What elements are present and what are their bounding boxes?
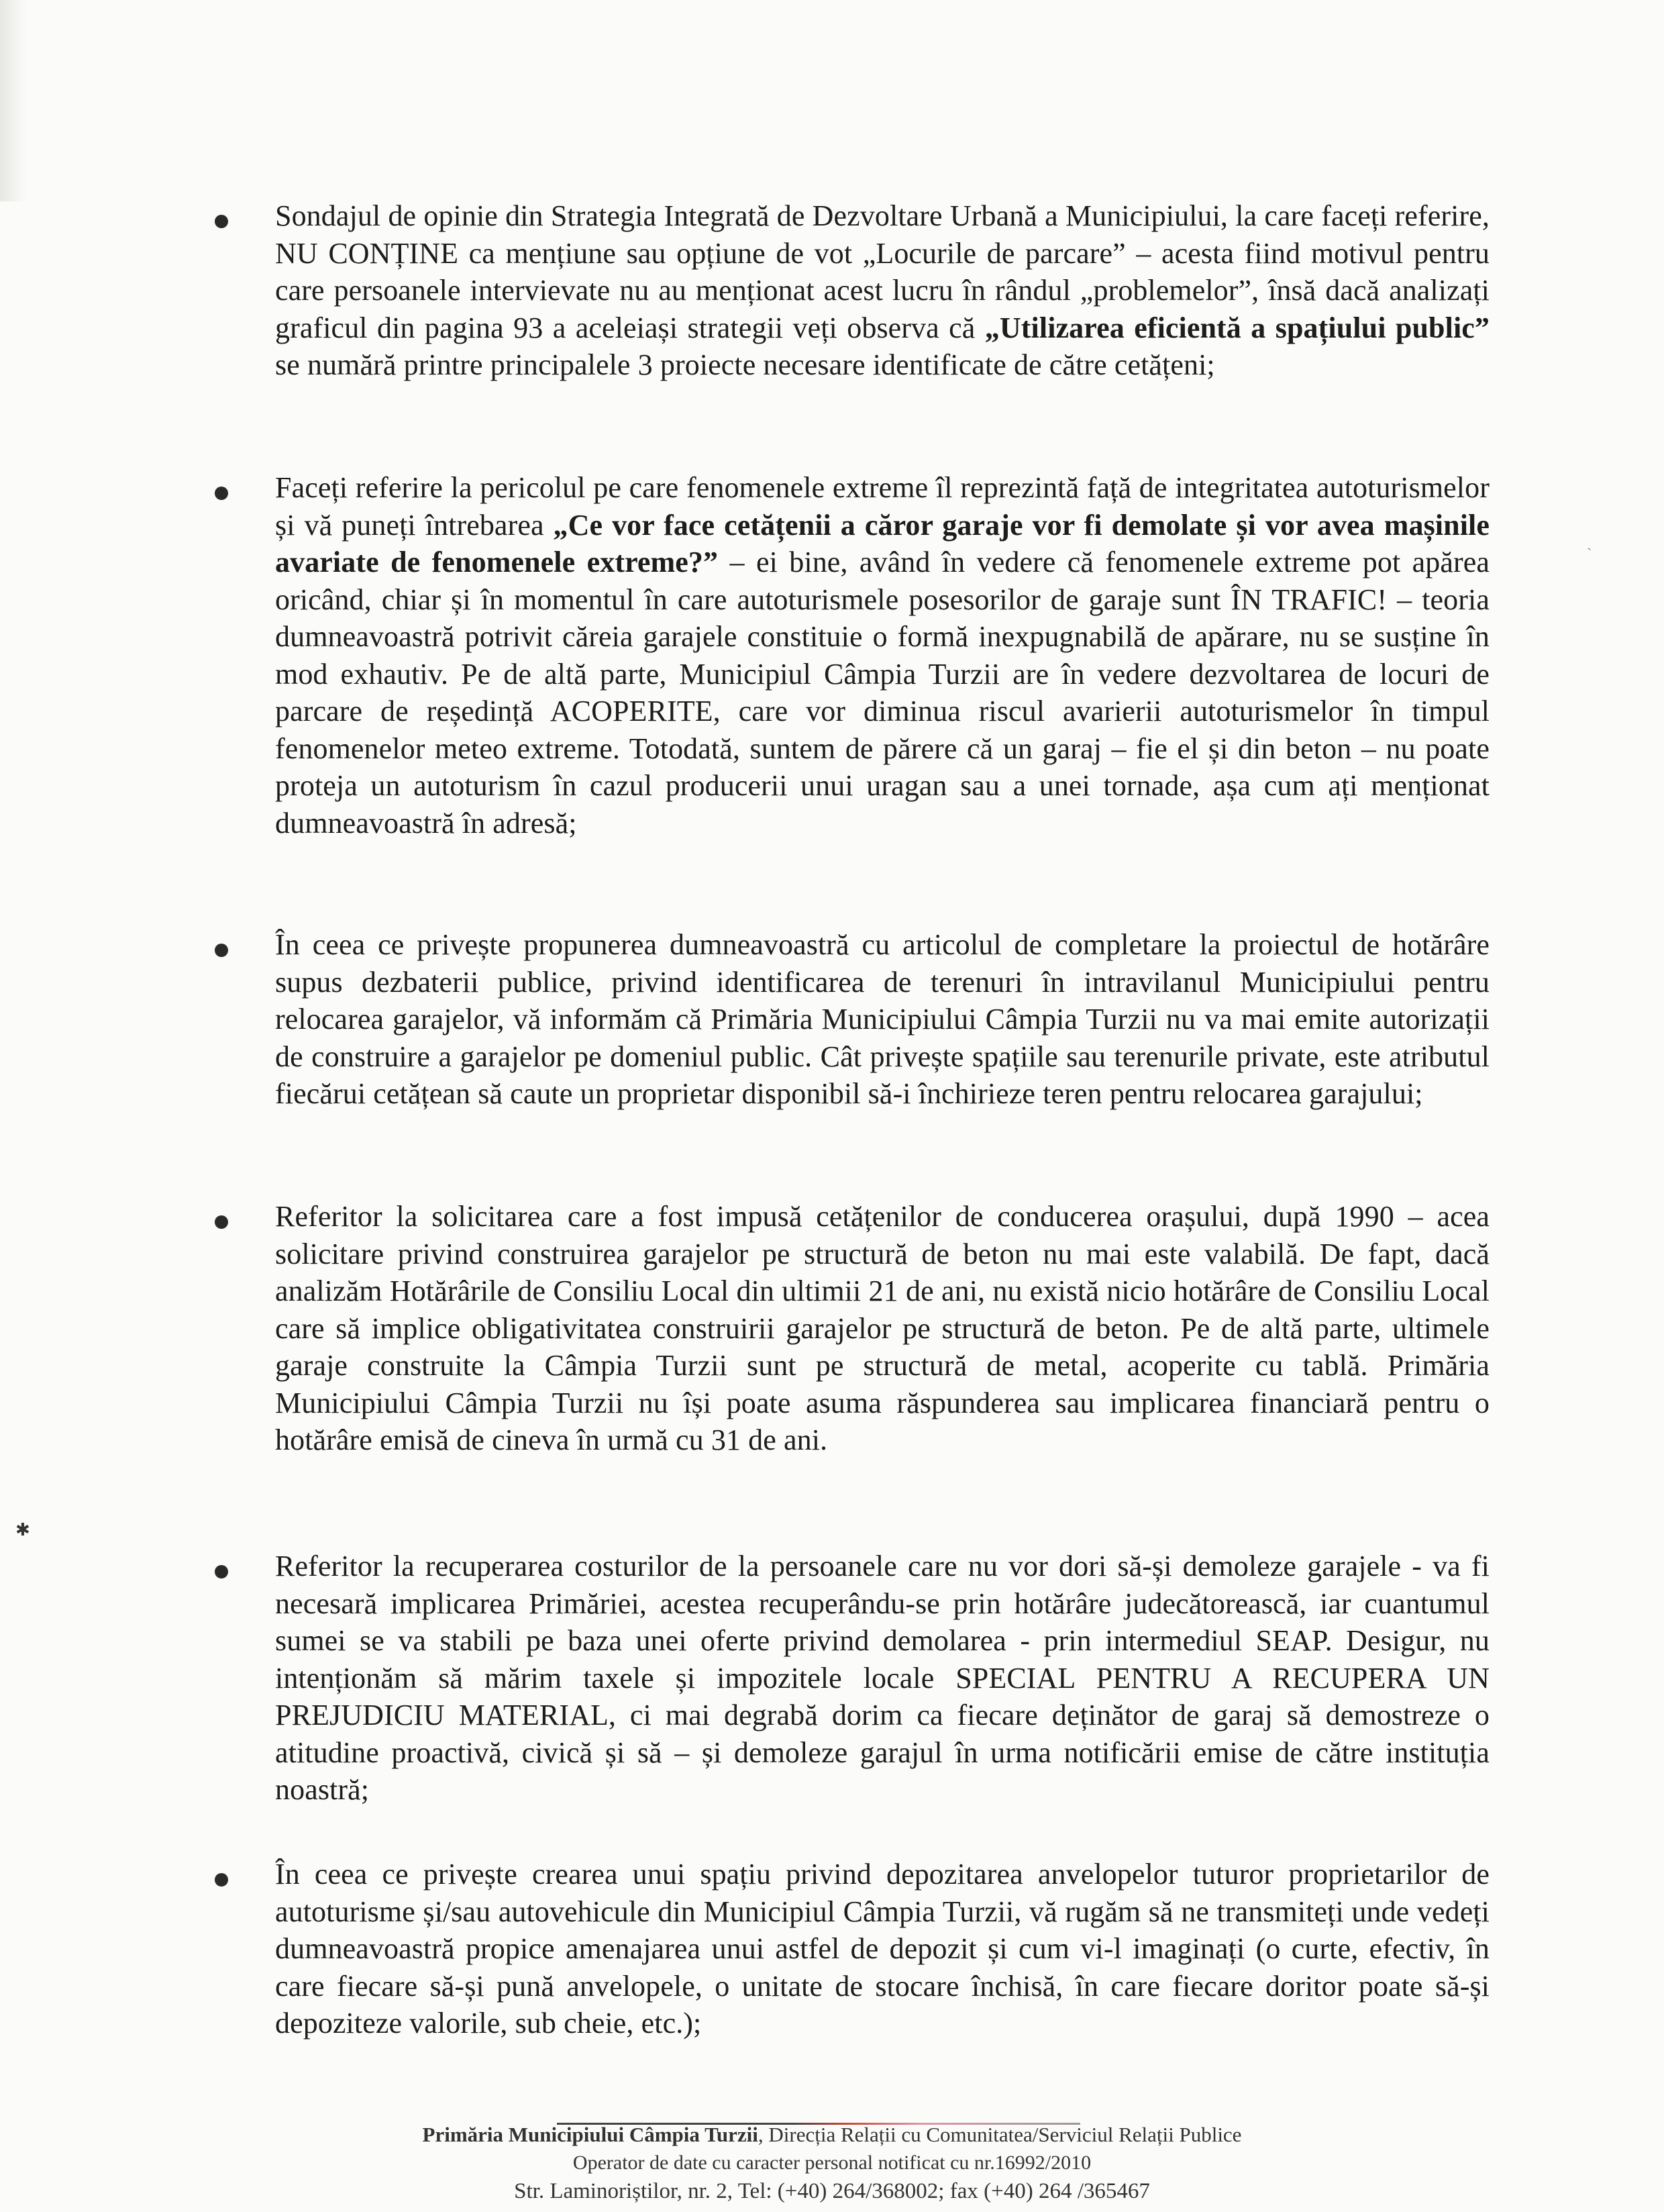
paragraph-text: Referitor la solicitarea care a fost impusă cetățenilor de conducerea orașului, după 1990 – acea solicitare privind construirea garajelor pe structură de beton nu mai este valabilă. De fapt, dacă analizăm Hotărârile de Consiliu Local din ultimii 21 de ani, nu există nicio hotărâre de Consiliu Local care să implice obligativitatea construirii garajelor pe structură de beton. Pe de altă parte, ultimele garaje construite la Câmpia Turzii sunt pe structură de metal, acoperite cu tablă. Primăria Municipiului Câmpia Turzii nu își poate asuma răspunderea sau implicarea financiară pentru o hotărâre emisă de cineva în urmă cu 31 de ani. xyxy=(275,1200,1490,1456)
bullet-icon xyxy=(215,487,228,500)
bullet-item-1 xyxy=(221,197,1490,384)
paragraph-text: Faceți referire la pericolul pe care fenomenele extreme îl reprezintă față de integritatea autoturismelor și vă puneți întrebarea xyxy=(275,471,1490,542)
bullet-item-2 xyxy=(221,469,1490,842)
bullet-icon xyxy=(215,1215,228,1229)
scan-edge-shadow xyxy=(0,0,27,201)
bullet-item-4 xyxy=(221,1198,1490,1459)
bullet-item-3 xyxy=(221,926,1490,1113)
bullet-item-6 xyxy=(221,1856,1490,2042)
bullet-icon xyxy=(215,944,228,957)
bold-text: „Utilizarea eficientă a spațiului public” xyxy=(984,311,1490,344)
paragraph-text: În ceea ce privește crearea unui spațiu privind depozitarea anvelopelor tuturor proprietarilor de autoturisme și/sau autovehicule din Municipiul Câmpia Turzii, vă rugăm să ne transmiteți unde vedeți dumneavoastră propice amenajarea unui astfel de depozit și cum vi-l imaginați (o curte, efectiv, în care fiecare să-și pună anvelopele, o unitate de stocare închisă, în care fiecare doritor poate să-și depoziteze valorile, sub cheie, etc.); xyxy=(275,1858,1490,2040)
scan-speck: ✱ xyxy=(15,1520,30,1540)
bold-text: „Ce vor face cetățenii a căror garaje vor fi demolate și vor avea mașinile avariate de fenomenele extreme?” xyxy=(275,508,1490,579)
paragraph-text: se numără printre principalele 3 proiecte necesare identificate de către cetățeni; xyxy=(275,348,1215,381)
paragraph-5 xyxy=(275,1548,1490,1809)
paragraph-text: Sondajul de opinie din Strategia Integrată de Dezvoltare Urbană a Municipiului, la care faceți referire, NU CONȚINE ca mențiune sau opțiune de vot „Locurile de parcare” – acesta fiind motivul pentru care persoanele intervievate nu au menționat acest lucru în rândul „problemelor”, însă dacă analizați graficul din pagina 93 a aceleiași strategii veți observa că xyxy=(275,199,1490,344)
paragraph-text: Referitor la recuperarea costurilor de la persoanele care nu vor dori să-și demoleze garajele - va fi necesară implicarea Primăriei, acestea recuperându-se prin hotărâre judecătorească, iar cuantumul sumei se va stabili pe baza unei oferte privind demolarea - prin intermediul SEAP. Desigur, nu intenționăm să mărim taxele și impozitele locale SPECIAL PENTRU A RECUPERA UN PREJUDICIU MATERIAL, ci mai degrabă dorim ca fiecare deținător de garaj să demostreze o atitudine proactivă, civică și să – și demoleze garajul în urma notificării emise de către instituția noastră; xyxy=(275,1550,1490,1806)
paragraph-4 xyxy=(275,1198,1490,1459)
bullet-icon xyxy=(215,1873,228,1887)
bullet-icon xyxy=(215,1565,228,1578)
paragraph-text: În ceea ce privește propunerea dumneavoastră cu articolul de completare la proiectul de hotărâre supus dezbaterii publice, privind identificarea de terenuri în intravilanul Municipiului pentru relocarea garajelor, vă informăm că Primăria Municipiului Câmpia Turzii nu va mai emite autorizații de construire a garajelor pe domeniul public. Cât privește spațiile sau terenurile private, este atributul fiecărui cetățean să caute un proprietar disponibil să-i închirieze teren pentru relocarea garajului; xyxy=(275,928,1490,1110)
footer-address: Str. Laminoriștilor, nr. 2, Tel: (+40) 264/368002; fax (+40) 264 /365467 xyxy=(514,2179,1150,2203)
paragraph-6 xyxy=(275,1856,1490,2042)
paragraph-2 xyxy=(275,469,1490,842)
bullet-icon xyxy=(215,215,228,228)
bullet-item-5 xyxy=(221,1548,1490,1809)
scan-mark: ˋ xyxy=(1587,545,1592,562)
paragraph-text: – ei bine, având în vedere că fenomenele extreme pot apărea oricând, chiar și în momentul în care autoturismele posesorilor de garaje sunt ÎN TRAFIC! – teoria dumneavoastră potrivit căreia garajele constituie o formă inexpugnabilă de apărare, nu se susține în mod exhautiv. Pe de altă parte, Municipiul Câmpia Turzii are în vedere dezvoltarea de locuri de parcare de reședință ACOPERITE, care vor diminua riscul avarierii autoturismelor în timpul fenomenelor meteo extreme. Totodată, suntem de părere că un garaj – fie el și din beton – nu poate proteja un autoturism în cazul producerii unui uragan sau a unei tornade, așa cum ați menționat dumneavoastră în adresă; xyxy=(275,546,1490,840)
footer xyxy=(0,2121,1664,2205)
paragraph-3 xyxy=(275,926,1490,1113)
footer-department: , Direcția Relații cu Comunitatea/Serviciul Relații Publice xyxy=(758,2123,1242,2146)
footer-institution: Primăria Municipiului Câmpia Turzii xyxy=(422,2123,758,2146)
footer-operator: Operator de date cu caracter personal notificat cu nr.16992/2010 xyxy=(572,2152,1092,2174)
paragraph-1 xyxy=(275,197,1490,384)
footer-institution-line xyxy=(0,2121,1664,2149)
